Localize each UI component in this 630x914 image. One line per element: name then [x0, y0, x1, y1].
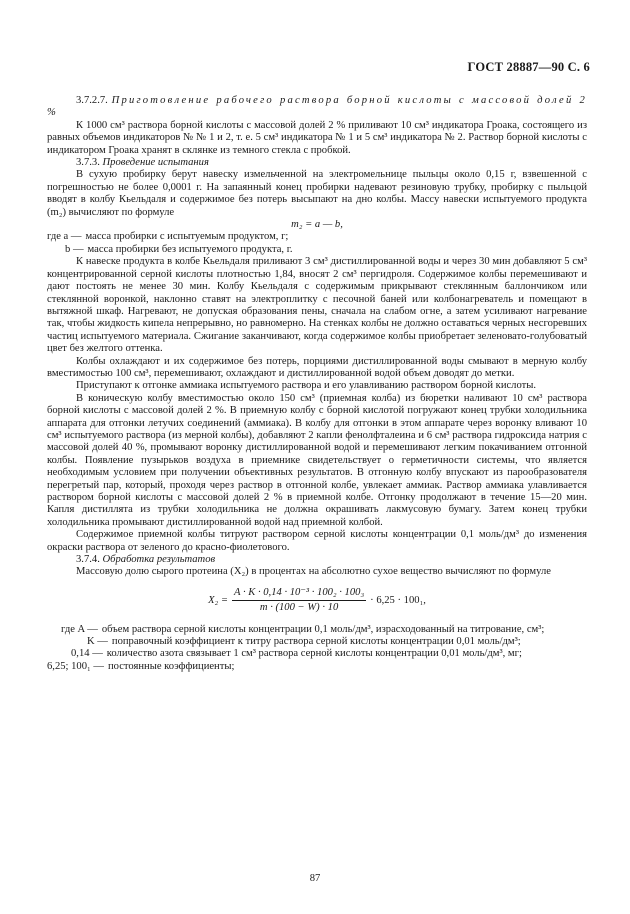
definition-term: 6,25; 100₁ — [47, 660, 104, 672]
formula-numerator: A · K · 0,14 · 10⁻³ · 100₂ · 100₃ [232, 587, 366, 601]
definition-constants [47, 661, 587, 673]
section-373-heading [47, 157, 587, 169]
definition-text: поправочный коэффициент к титру раствора серной кислоты концентрации 0,01 моль/дм³; [111, 636, 521, 648]
definition-014 [47, 648, 587, 660]
definition-text: масса пробирки с испытуемым продуктом, г; [85, 231, 289, 243]
formula-x2 [47, 587, 587, 615]
paragraph: Массовую долю сырого протеина (X₂) в процентах на абсолютно сухое вещество вычисляют по формуле [76, 566, 551, 578]
paragraph: Приступают к отгонке аммиака испытуемого раствора и его улавливанию раствором борной кислоты. [76, 380, 537, 392]
section-title: Проведение испытания [102, 157, 209, 169]
definition-text: количество азота связывает 1 см³ раствора серной кислоты концентрации 0,01 моль/дм³, мг; [106, 648, 522, 660]
definition-term: где a — [47, 231, 82, 243]
definition-A [47, 624, 587, 636]
section-number: 3.7.2.7. [76, 95, 108, 106]
definition-K [47, 636, 587, 648]
section-number: 3.7.3. [76, 157, 100, 169]
paragraph: В коническую колбу вместимостью около 150 см³ (приемная колба) из бюретки наливают 10 см³ раствора борной кислоты с массовой долей 2 %. В приемную колбу с борной кислотой погружают конец трубки холодильника аппарата для отгонки летучих соединений (аммиака). В колбу для отгонки в этом аппарате через воронку вливают 10 см³ испытуемого раствора (из мерной колбы), добавляют 2 капли фенолфталеина и 6 см³ раствора гидроксида натрия с массовой долей 40 %, промывают воронку дистиллированной водой и перемешивают легким покачиванием отгонной колбы. Появление пузырьков воздуха в приемнике свидетельствует о герметичности системы, что является необходимым условием при получении объективных результатов. В отгонную колбу впускают из парообразователя перегретый пар, который, проходя через раствор в отгонной колбе, увлекает аммиак. Раствор аммиака улавливается раствором борной кислоты с массовой долей 2 % в приемной колбе. Отгонку продолжают в течение 15—20 мин. Капля дистиллята из трубки холодильника не должна окрашивать лакмусовую бумагу. Затем конец трубки холодильника промывают дистиллированной водой над приемной колбой. [47, 392, 587, 528]
definition-b [47, 244, 587, 256]
definition-term: 0,14 — [71, 648, 103, 660]
definition-text: масса пробирки без испытуемого продукта, г. [87, 243, 293, 255]
formula-tail: · 6,25 · 100₁, [370, 594, 426, 606]
paragraph: Содержимое приемной колбы титруют раствором серной кислоты концентрации 0,1 моль/дм³ до изменения окраски раствора от зеленого до красно-фиолетового. [47, 529, 587, 553]
formula-denominator: m · (100 − W) · 10 [259, 602, 339, 614]
section-number: 3.7.4. [76, 554, 100, 566]
paragraph: Колбы охлаждают и их содержимое без потерь, порциями дистиллированной воды смывают в мерную колбу вместимостью 100 см³, перемешивают, охлаждают и дистиллированной водой объем доводят до метки. [47, 355, 587, 379]
definition-text: постоянные коэффициенты; [107, 660, 235, 672]
definition-term: где A — [61, 623, 98, 635]
page-number: 87 [309, 873, 321, 884]
formula-definitions [47, 624, 587, 674]
definition-a [47, 231, 587, 243]
section-title: Обработка результатов [102, 554, 216, 566]
section-374-heading [47, 554, 587, 566]
page-header: ГОСТ 28887—90 С. 6 [467, 60, 590, 74]
paragraph: К навеске продукта в колбе Кьельдаля приливают 3 см³ дистиллированной воды и через 30 мин добавляют 5 см³ концентрированной серной кислоты плотностью 1,84, вносят 2 см³ пергидроля. Содержимое колбы перемешивают и дают постоять не менее 30 мин. Колбу Кьельдаля с содержимым прикрывают стеклянным баллончиком или стеклянной воронкой, наклонно ставят на электроплитку с песочной баней или колбонагреватель и помещают в вытяжной шкаф. Нагревают, не допуская образования пены, сначала на слабом огне, а затем усиливают нагревание так, чтобы жидкость кипела непрерывно, но равномерно. На стенках колбы не должно оставаться черных несгоревших частиц испытуемого материала. Сжигание заканчивают, когда содержимое колбы приобретает зеленовато-голубоватый цвет без желтого оттенка. [47, 256, 587, 355]
formula-lhs: X₂ = [208, 594, 229, 606]
definition-term: b — [65, 243, 84, 255]
section-3727-heading [47, 95, 587, 120]
definition-term: K — [87, 636, 108, 648]
paragraph: В сухую пробирку берут навеску измельченной на электромельнице пыльцы около 0,15 г, взвешенной с погрешностью не более 0,0001 г. На запаянный конец пробирки надевают резиновую трубку, пробирку с пыльцой вводят в колбу Кьельдаля и содержимое без потерь высыпают на дно колбы. Массу навески испытуемого продукта (m₂) вычисляют по формуле [47, 169, 587, 218]
formula-m2: m₂ = a — b, [291, 219, 343, 231]
definition-text: объем раствора серной кислоты концентрации 0,1 моль/дм³, израсходованный на титрование, см³; [101, 623, 545, 635]
section-title: Приготовление рабочего раствора борной кислоты с массовой долей 2 % [47, 95, 587, 119]
page-body [47, 95, 587, 673]
section-3727-text: К 1000 см³ раствора борной кислоты с массовой долей 2 % приливают 10 см³ индикатора Гроака, состоящего из равных объемов индикаторов № № 1 и 2, т. е. 5 см³ индикатора № 1 и 5 см³ индикатора № 2. Раствор борной кислоты с индикатором Гроака хранят в склянке из темного стекла с пробкой. [47, 119, 587, 156]
formula-fraction [232, 587, 366, 615]
